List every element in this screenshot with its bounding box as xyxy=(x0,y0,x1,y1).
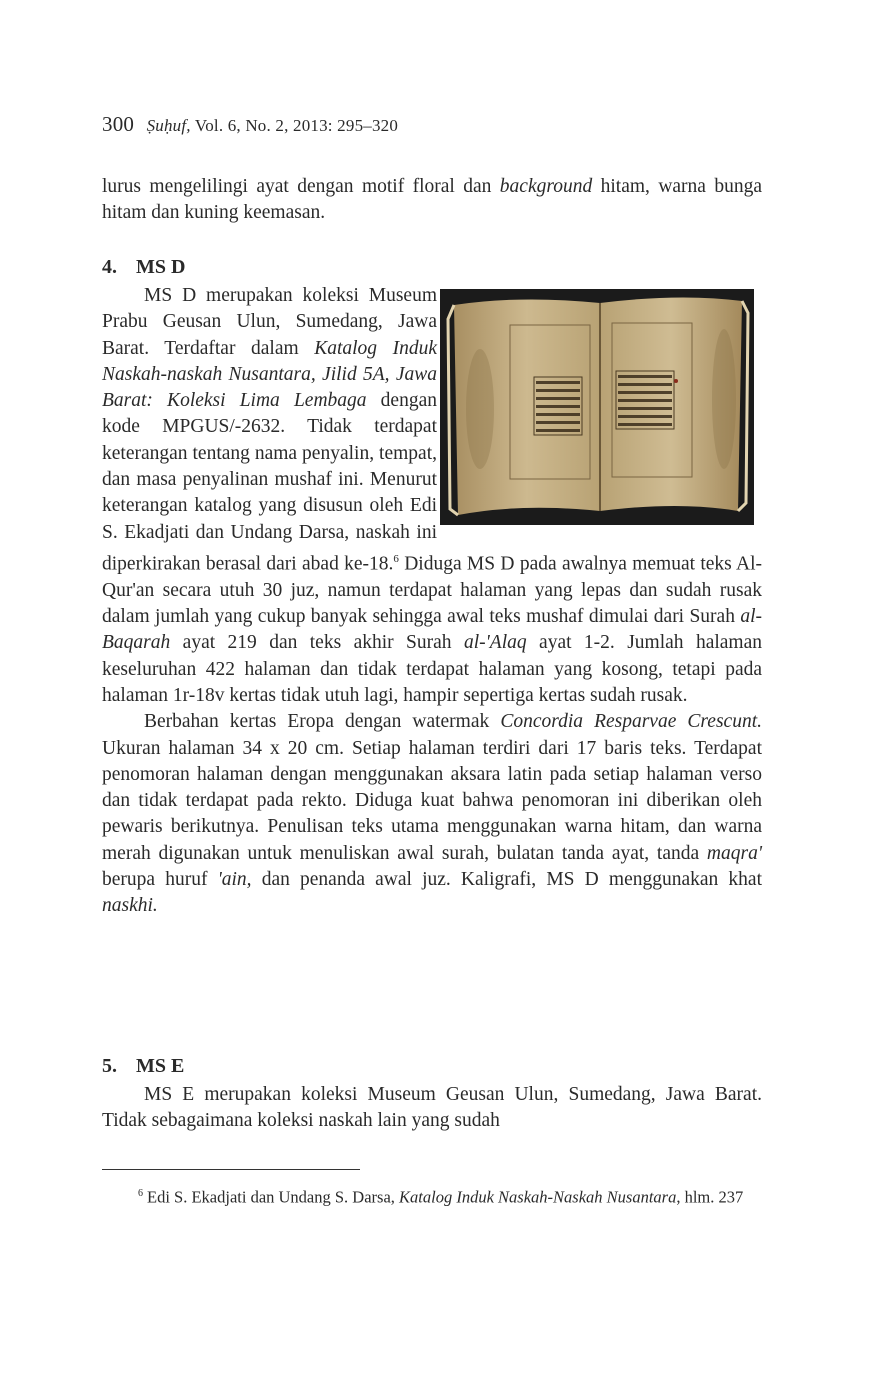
section-5-paragraph xyxy=(102,1082,762,1135)
catalog-title-italic: Katalog Induk Naskah-naskah Nusantara, Jilid 5A, Jawa Barat: Koleksi Lima Lembaga xyxy=(102,337,437,412)
s4p2-text-a: Berbahan kertas Eropa dengan watermak xyxy=(144,711,501,733)
naskhi-italic: naskhi. xyxy=(102,895,158,917)
footnote-divider xyxy=(102,1169,360,1170)
journal-name: Ṣuḥuf, xyxy=(146,116,191,135)
s4p1-text-a: MS D merupakan koleksi Museum Prabu Geusan Ulun, Sumedang, Jawa Barat. Terdaftar dalam xyxy=(102,285,437,359)
s4p2-text-c: Ukuran halaman 34 x 20 cm. Setiap halaman terdiri dari 17 baris teks. Terdapat penomoran halaman dengan menggunakan aksara latin pada setiap halaman verso dan tidak terdapat pada rekto. Diduga kuat bahwa penomoran ini diberikan oleh pewaris berikutnya. Penulisan teks utama menggunakan warna hitam, dan warna merah digunakan untuk menuliskan awal surah, bulatan tanda ayat, tanda xyxy=(102,737,762,864)
ain-italic: 'ain, xyxy=(217,869,252,891)
running-header xyxy=(102,112,398,137)
section-4-title: MS D xyxy=(136,256,186,278)
s4p1-text-c: dengan kode MPGUS/-2632. Tidak terdapat keterangan tentang nama penyalin, tempat, dan masa penyalinan mushaf ini. Menurut keterangan katalog yang disusun oleh Edi S. Ekadjati dan Undang Darsa, naskah ini diperkirakan berasal dari abad ke-18. xyxy=(102,390,437,575)
s4p1-text-f: ayat 219 dan teks akhir Surah xyxy=(170,632,464,654)
section-5-title: MS E xyxy=(136,1055,185,1077)
footnote-text-a: Edi S. Ekadjati dan Undang S. Darsa, xyxy=(147,1187,400,1207)
s4p1-text-h: ayat 1-2. Jumlah halaman keseluruhan 422 halaman dan tidak terdapat halaman yang kosong, tetapi pada halaman 1r-18v kertas tidak utuh lagi, hampir sepertiga kertas sudah rusak. xyxy=(102,632,762,706)
section-4-heading xyxy=(102,256,185,279)
s4p1-text-d: Diduga MS D pada awalnya memuat teks Al-Qur'an secara utuh 30 juz, namun terdapat halaman yang lepas dan sudah rusak dalam jumlah yang cukup banyak sehingga awal teks mushaf dimulai dari Surah xyxy=(102,553,762,628)
section-4-paragraph-1 xyxy=(102,283,762,920)
intro-text-end: hitam, warna bunga hitam dan kuning keemasan. xyxy=(102,176,763,224)
page-number: 300 xyxy=(102,112,135,136)
intro-text: lurus mengelilingi ayat dengan motif floral dan xyxy=(102,176,500,197)
section-4-number: 4. xyxy=(102,256,117,278)
surah-alaq-italic: al-'Alaq xyxy=(463,632,527,654)
maqra-italic: maqra' xyxy=(706,842,762,864)
section-5-heading xyxy=(102,1055,184,1078)
footnote-6 xyxy=(102,1183,762,1209)
intro-paragraph xyxy=(102,174,762,227)
surah-baqarah-italic: al-Baqarah xyxy=(102,606,762,654)
watermark-italic: Concordia Resparvae Crescunt. xyxy=(500,711,762,733)
s4p2-text-e: berupa huruf xyxy=(102,869,218,891)
journal-citation: Vol. 6, No. 2, 2013: 295–320 xyxy=(194,116,399,135)
figure-float-spacer xyxy=(437,283,762,529)
s4p2-text-g: dan penanda awal juz. Kaligrafi, MS D menggunakan khat xyxy=(251,869,762,891)
intro-italic: background xyxy=(499,176,593,197)
s5p1-text: MS E merupakan koleksi Museum Geusan Ulun, Sumedang, Jawa Barat. Tidak sebagaimana koleksi naskah lain yang sudah xyxy=(102,1084,762,1132)
footnote-ref-6[interactable]: 6 xyxy=(393,552,399,565)
footnote-title-italic: Katalog Induk Naskah-Naskah Nusantara xyxy=(399,1187,677,1207)
section-5-number: 5. xyxy=(102,1055,117,1077)
footnote-text-c: , hlm. 237 xyxy=(676,1187,744,1207)
footnote-marker: 6 xyxy=(138,1188,143,1199)
